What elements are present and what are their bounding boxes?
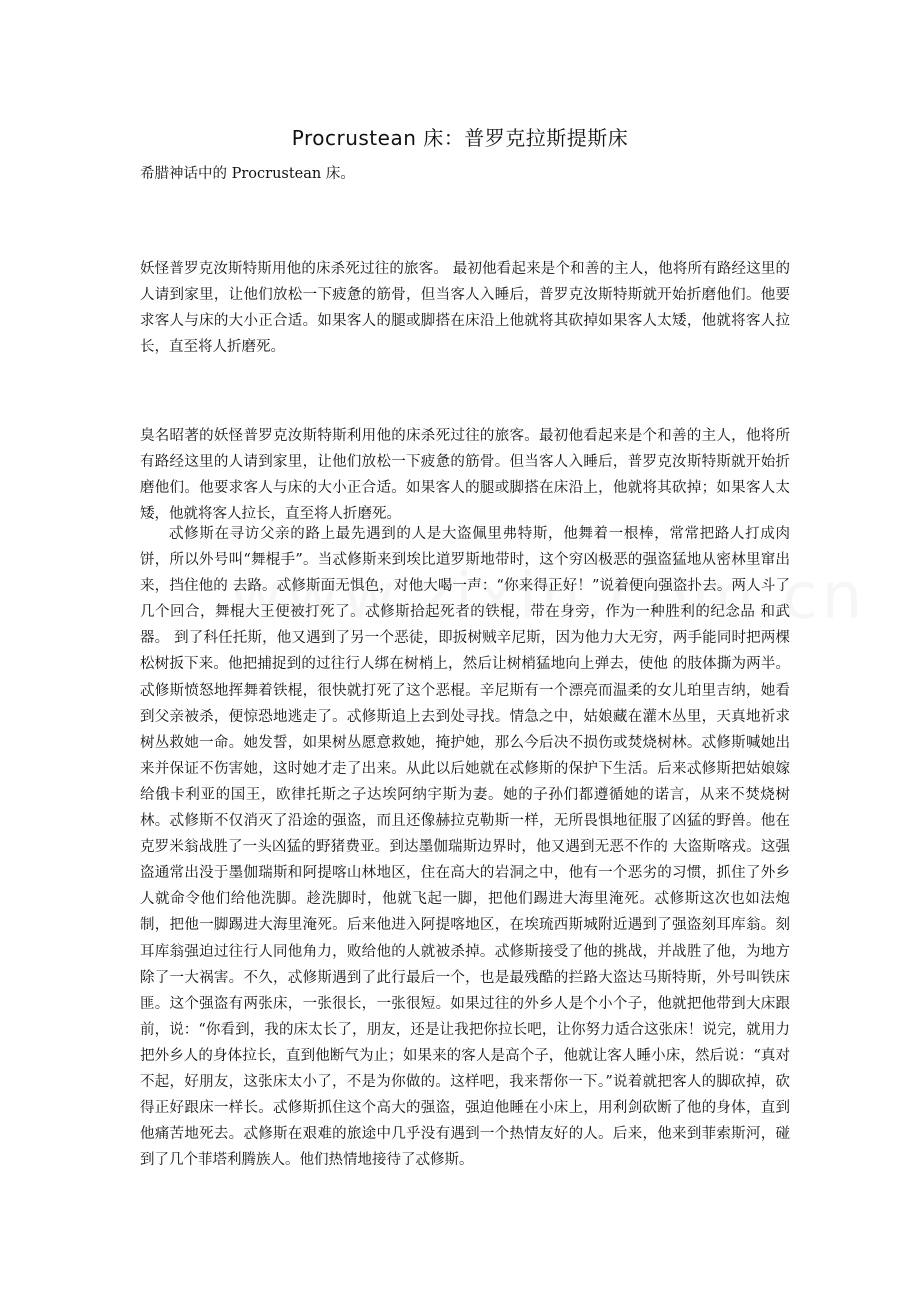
page-title: Procrustean 床：普罗克拉斯提斯床 bbox=[291, 126, 629, 150]
paragraph-1: 妖怪普罗克汝斯特斯用他的床杀死过往的旅客。 最初他看起来是个和善的主人，他将所有路经这里的人请到家里，让他们放松一下疲惫的筋骨，但当客人入睡后，普罗克汝斯特斯就开始折磨他们。他要求客人与床的大小正合适。如果客人的腿或脚搭在床沿上他就将其砍掉如果客人太矮，他就将客人拉长，直至将人折磨死。 bbox=[140, 261, 790, 356]
paragraph-2: 臭名昭著的妖怪普罗克汝斯特斯利用他的床杀死过往的旅客。最初他看起来是个和善的主人，他将所有路经这里的人请到家里，让他们放松一下疲惫的筋骨。但当客人入睡后，普罗克汝斯特斯就开始折磨他们。他要求客人与床的大小正合适。如果客人的腿或脚搭在床沿上，他就将其砍掉；如果客人太矮，他就将客人拉长，直至将人折磨死。 bbox=[140, 428, 790, 523]
paragraph-3: 忒修斯在寻访父亲的路上最先遇到的人是大盗佩里弗特斯，他舞着一根棒，常常把路人打成肉饼，所以外号叫“舞棍手”。当忒修斯来到埃比道罗斯地带时，这个穷凶极恶的强盗猛地从密林里窜出来，挡住他的 去路。忒修斯面无惧色，对他大喝一声：“你来得正好！”说着便向强盗扑去。两人斗了几个回合，舞棍大王便被打死了。忒修斯拾起死者的铁棍，带在身旁，作为一种胜利的纪念品 和武器。 到了科任托斯，他又遇到了另一个恶徒，即扳树贼辛尼斯，因为他力大无穷，两手能同时把两棵松树扳下来。他把捕捉到的过往行人绑在树梢上，然后让树梢猛地向上弹去，使他 的肢体撕为两半。忒修斯愤怒地挥舞着铁棍，很快就打死了这个恶棍。辛尼斯有一个漂亮而温柔的女儿珀里吉纳，她看到父亲被杀，便惊恐地逃走了。忒修斯追上去到处寻找。情急之中，姑娘藏在灌木丛里，天真地祈求树丛救她一命。她发誓，如果树丛愿意救她，掩护她，那么今后决不损伤或焚烧树林。忒修斯喊她出来并保证不伤害她，这时她才走了出来。从此以后她就在忒修斯的保护下生活。后来忒修斯把姑娘嫁给俄卡利亚的国王，欧律托斯之子达埃阿纳宇斯为妻。她的子孙们都遵循她的诺言，从来不焚烧树林。忒修斯不仅消灭了沿途的强盗，而且还像赫拉克勒斯一样，无所畏惧地征服了凶猛的野兽。他在克罗米翁战胜了一头凶猛的野猪费亚。到达墨伽瑞斯边界时，他又遇到无恶不作的 大盗斯喀戎。这强盗通常出没于墨伽瑞斯和阿提喀山林地区，住在高大的岩洞之中，他有一个恶劣的习惯，抓住了外乡人就命令他们给他洗脚。趁洗脚时，他就飞起一脚，把他们踢进大海里淹死。忒修斯这次也如法炮制，把他一脚踢进大海里淹死。后来他进入阿提喀地区，在埃琉西斯城附近遇到了强盗刻耳库翁。刻耳库翁强迫过往行人同他角力，败给他的人就被杀掉。忒修斯接受了他的挑战，并战胜了他，为地方除了一大祸害。不久，忒修斯遇到了此行最后一个，也是最残酷的拦路大盗达马斯特斯，外号叫铁床匪。这个强盗有两张床，一张很长，一张很短。如果过往的外乡人是个小个子，他就把他带到大床跟前，说：“你看到，我的床太长了，朋友，还是让我把你拉长吧，让你努力适合这张床！说完，就用力把外乡人的身体拉长，直到他断气为止；如果来的客人是高个子，他就让客人睡小床，然后说：“真对不起，好朋友，这张床太小了，不是为你做的。这样吧，我来帮你一下。”说着就把客人的脚砍掉，砍得正好跟床一样长。忒修斯抓住这个高大的强盗，强迫他睡在小床上，用利剑砍断了他的身体，直到他痛苦地死去。忒修斯在艰难的旅途中几乎没有遇到一个热情友好的人。后来，他来到菲索斯河，碰到了几个菲塔利腾族人。他们热情地接待了忒修斯。 bbox=[140, 526, 790, 1169]
page-subtitle: 希腊神话中的 Procrustean 床。 bbox=[140, 166, 355, 182]
